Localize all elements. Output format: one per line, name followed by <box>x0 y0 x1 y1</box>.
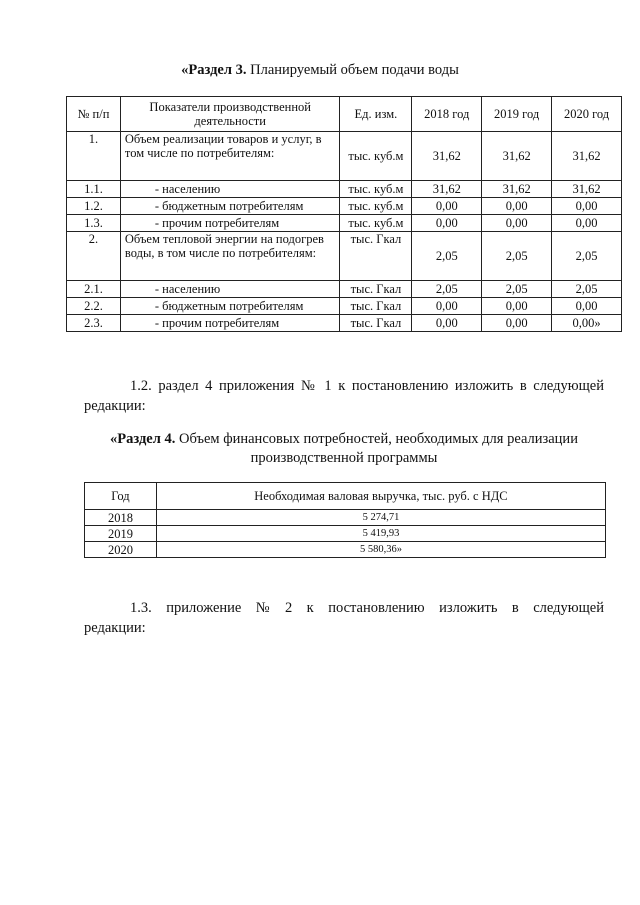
financial-needs-table <box>84 482 606 558</box>
value-2019: 31,62 <box>482 181 552 198</box>
row-indicator: - прочим потребителям <box>120 215 340 232</box>
paragraph-1-2: 1.2. раздел 4 приложения № 1 к постановлению изложить в следующей редакции: <box>84 378 604 414</box>
table-header-row <box>85 483 606 510</box>
value-2018: 2,05 <box>412 281 482 298</box>
table-row <box>67 232 622 281</box>
section3-title-bold: «Раздел 3. <box>181 62 247 78</box>
value-2018: 31,62 <box>412 181 482 198</box>
row-unit: тыс. куб.м <box>340 215 412 232</box>
value-2018: 2,05 <box>412 232 482 281</box>
year-cell: 2018 <box>85 510 157 526</box>
header-cell: Ед. изм. <box>340 97 412 132</box>
value-2020: 0,00 <box>552 198 622 215</box>
row-number: 1. <box>67 132 121 181</box>
section4-title-rest: Объем финансовых потребностей, необходимых для реализации производственной программы <box>175 431 578 466</box>
header-cell: Необходимая валовая выручка, тыс. руб. с НДС <box>156 483 605 510</box>
value-2020: 2,05 <box>552 281 622 298</box>
row-indicator: - бюджетным потребителям <box>120 298 340 315</box>
table-row <box>67 132 622 181</box>
value-2019: 0,00 <box>482 198 552 215</box>
header-cell: 2018 год <box>412 97 482 132</box>
table-row <box>67 215 622 232</box>
row-unit: тыс. Гкал <box>340 298 412 315</box>
table-row <box>67 315 622 332</box>
value-2020: 31,62 <box>552 132 622 181</box>
value-2018: 0,00 <box>412 215 482 232</box>
row-unit: тыс. Гкал <box>340 315 412 332</box>
row-indicator: - бюджетным потребителям <box>120 198 340 215</box>
row-indicator: Объем тепловой энергии на подогрев воды, в том числе по потребителям: <box>120 232 340 281</box>
row-indicator: - прочим потребителям <box>120 315 340 332</box>
header-cell: 2019 год <box>482 97 552 132</box>
row-unit: тыс. куб.м <box>340 181 412 198</box>
value-2020: 0,00 <box>552 215 622 232</box>
table-row <box>85 542 606 558</box>
value-2019: 2,05 <box>482 232 552 281</box>
table-row <box>85 526 606 542</box>
header-cell: № п/п <box>67 97 121 132</box>
paragraph-1-3-text: 1.3. приложение № 2 к постановлению изложить в следующей редакции: <box>84 600 604 636</box>
value-2019: 0,00 <box>482 215 552 232</box>
value-2019: 0,00 <box>482 298 552 315</box>
row-unit: тыс. куб.м <box>340 198 412 215</box>
year-cell: 2019 <box>85 526 157 542</box>
value-2018: 0,00 <box>412 198 482 215</box>
value-2020: 0,00 <box>552 298 622 315</box>
table-row <box>85 510 606 526</box>
section4-title <box>84 430 604 468</box>
row-unit: тыс. Гкал <box>340 281 412 298</box>
row-indicator: - населению <box>120 281 340 298</box>
revenue-cell: 5 274,71 <box>156 510 605 526</box>
table-row <box>67 181 622 198</box>
year-cell: 2020 <box>85 542 157 558</box>
revenue-cell: 5 419,93 <box>156 526 605 542</box>
paragraph-1-3 <box>84 598 604 638</box>
row-unit: тыс. куб.м <box>340 132 412 181</box>
water-supply-table <box>66 96 622 332</box>
header-cell: 2020 год <box>552 97 622 132</box>
table-row <box>67 198 622 215</box>
row-number: 2.2. <box>67 298 121 315</box>
value-2020: 2,05 <box>552 232 622 281</box>
value-2019: 2,05 <box>482 281 552 298</box>
value-2018: 31,62 <box>412 132 482 181</box>
row-number: 2. <box>67 232 121 281</box>
row-number: 2.3. <box>67 315 121 332</box>
value-2019: 0,00 <box>482 315 552 332</box>
row-number: 1.2. <box>67 198 121 215</box>
value-2018: 0,00 <box>412 298 482 315</box>
table-row <box>67 298 622 315</box>
value-2019: 31,62 <box>482 132 552 181</box>
section3-title <box>0 62 640 79</box>
header-cell: Год <box>85 483 157 510</box>
row-indicator: Объем реализации товаров и услуг, в том числе по потребителям: <box>120 132 340 181</box>
header-cell: Показатели производственной деятельности <box>120 97 340 132</box>
row-number: 2.1. <box>67 281 121 298</box>
row-indicator: - населению <box>120 181 340 198</box>
table-row <box>67 281 622 298</box>
revenue-cell: 5 580,36» <box>156 542 605 558</box>
value-2020: 0,00» <box>552 315 622 332</box>
table-header-row <box>67 97 622 132</box>
row-number: 1.3. <box>67 215 121 232</box>
section3-title-rest: Планируемый объем подачи воды <box>246 62 459 78</box>
row-number: 1.1. <box>67 181 121 198</box>
row-unit: тыс. Гкал <box>340 232 412 281</box>
value-2018: 0,00 <box>412 315 482 332</box>
value-2020: 31,62 <box>552 181 622 198</box>
section4-title-bold: «Раздел 4. <box>110 431 176 447</box>
